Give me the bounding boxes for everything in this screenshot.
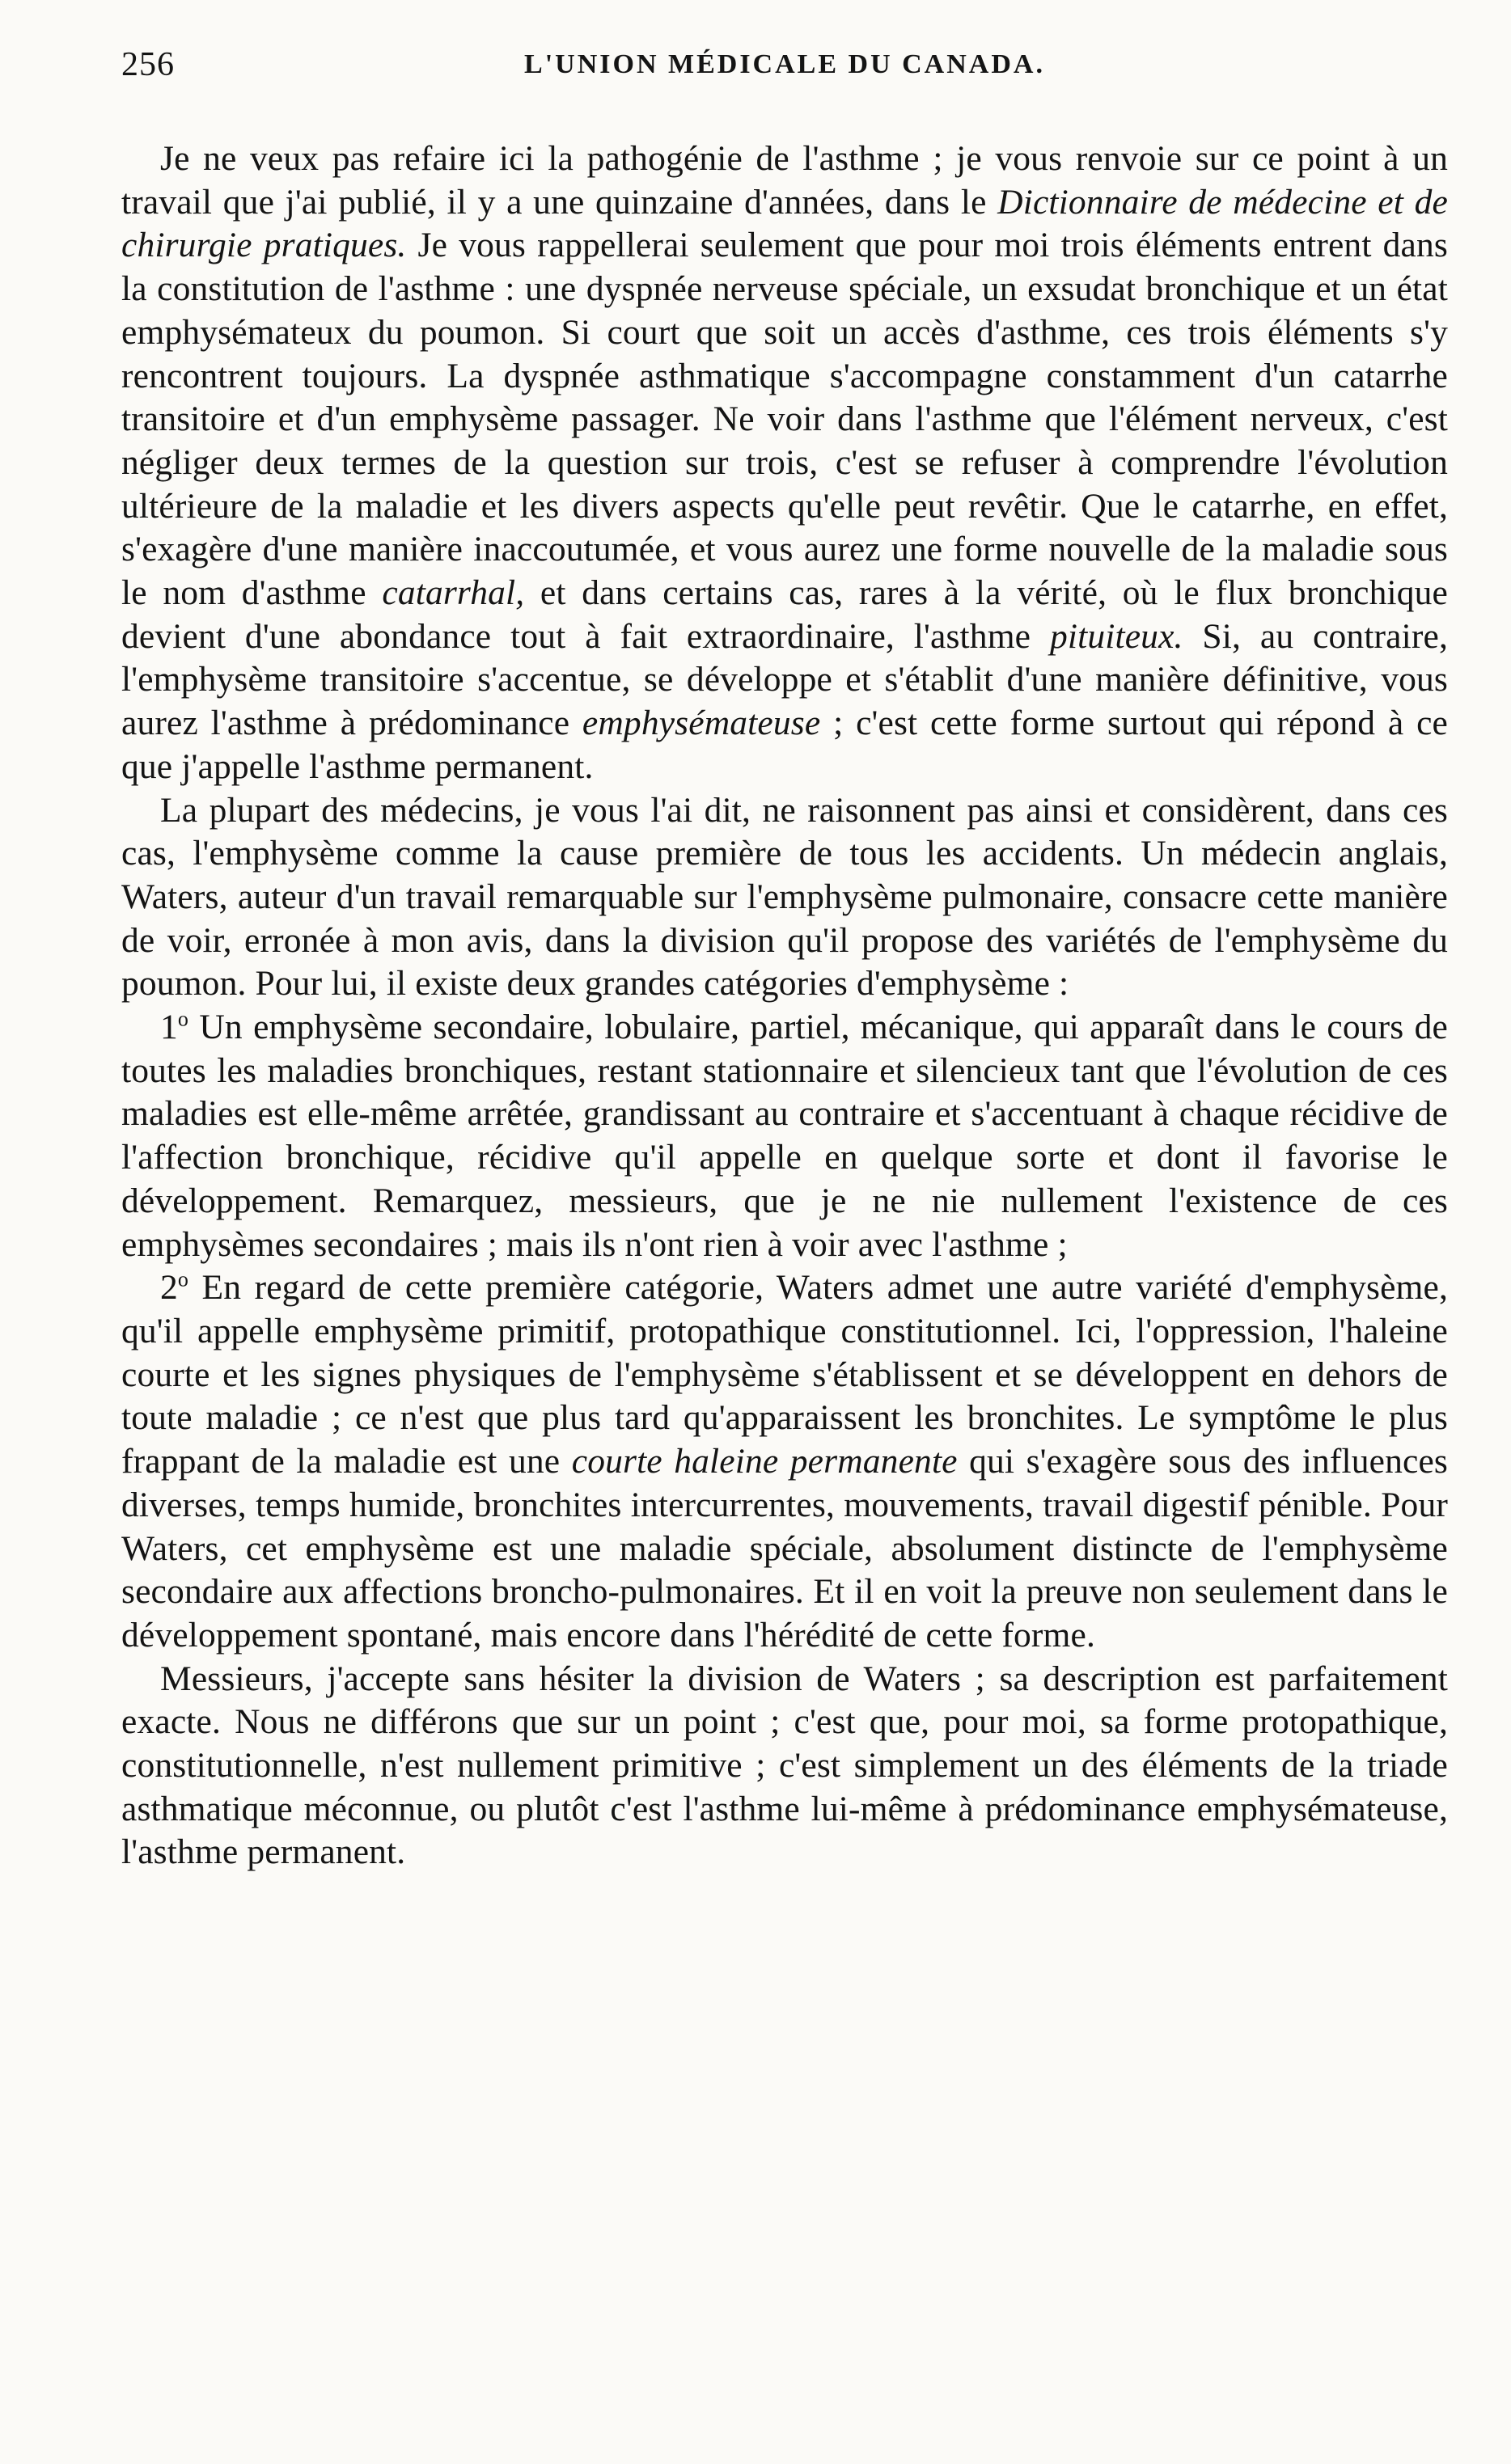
text-run: 2 xyxy=(160,1268,178,1308)
page-header xyxy=(121,40,1448,89)
italic-text: catarrhal, xyxy=(382,573,525,613)
paragraph xyxy=(121,789,1448,1007)
text-run: La plupart des médecins, je vous l'ai dit, ne raisonnent pas ainsi et considèrent, dans ces cas, l'emphysème comme la cause première de tous les accidents. Un médecin anglais, Waters, auteur d'un travail remarquable sur l'emphysème pulmonaire, consacre cette manière de voir, erronée à mon avis, dans la division qu'il propose des variétés de l'emphysème du poumon. Pour lui, il existe deux grandes catégories d'emphysème : xyxy=(121,790,1448,1004)
italic-text: courte haleine permanente xyxy=(571,1442,958,1481)
text-run: Messieurs, j'accepte sans hésiter la division de Waters ; sa description est parfaitement exacte. Nous ne différons que sur un point ; c'est que, pour moi, sa forme protopathique, constitutionnelle, n'est nullement primitive ; c'est simplement un des éléments de la triade asthmatique méconnue, ou plutôt c'est l'asthme lui-même à prédominance emphysémateuse, l'asthme permanent. xyxy=(121,1659,1448,1872)
text-run: qui s'exagère sous des influences diverses, temps humide, bronchites intercurrentes, mouvements, travail digestif pénible. Pour Waters, cet emphysème est une maladie spéciale, absolument distincte de l'emphysème secondaire aux affections broncho-pulmonaires. Et il en voit la preuve non seulement dans le développement spontané, mais encore dans l'hérédité de cette forme. xyxy=(121,1442,1448,1655)
page-number: 256 xyxy=(121,46,175,83)
text-run: Si, au contraire, l'emphysème transitoire s'accentue, se développe et s'établit d'une manière définitive, vous aurez l'asthme à prédominance xyxy=(121,616,1448,743)
italic-text: Dictionnaire de médecine et de chirurgie pratiques. xyxy=(121,182,1448,265)
body-text xyxy=(121,137,1448,1874)
paragraph xyxy=(121,137,1448,789)
paragraph xyxy=(121,1006,1448,1266)
ordinal-superscript: o xyxy=(177,1267,189,1291)
book-page xyxy=(121,40,1448,1874)
running-title: L'UNION MÉDICALE DU CANADA. xyxy=(524,49,1045,79)
text-run: Je vous rappellerai seulement que pour moi trois éléments entrent dans la constitution de l'asthme : une dyspnée nerveuse spéciale, un exsudat bronchique et un état emphysémateux du poumon. Si court que soit un accès d'asthme, ces trois éléments s'y rencontrent toujours. La dyspnée asthmatique s'accompagne constamment d'un catarrhe transitoire et d'un emphysème passager. Ne voir dans l'asthme que l'élément nerveux, c'est négliger deux termes de la question sur trois, c'est se refuser à comprendre l'évolution ultérieure de la maladie et les divers aspects qu'elle peut revêtir. Que le catarrhe, en effet, s'exagère d'une manière inaccoutumée, et vous aurez une forme nouvelle de la maladie sous le nom d'asthme xyxy=(121,226,1448,613)
text-run: Je ne veux pas refaire ici la pathogénie de l'asthme ; je vous renvoie sur ce point à un travail que j'ai publié, il y a une quinzaine d'années, dans le xyxy=(121,139,1448,222)
italic-text: emphysémateuse xyxy=(582,704,821,743)
italic-text: pituiteux. xyxy=(1049,616,1183,656)
text-run: ; c'est cette forme surtout qui répond à ce que j'appelle l'asthme permanent. xyxy=(121,704,1448,786)
text-run: En regard de cette première catégorie, Waters admet une autre variété d'emphysème, qu'il appelle emphysème primitif, protopathique constitutionnel. Ici, l'oppression, l'haleine courte et les signes physiques de l'emphysème s'établissent et se développent en dehors de toute maladie ; ce n'est que plus tard qu'apparaissent les bronchites. Le symptôme le plus frappant de la maladie est une xyxy=(121,1268,1448,1481)
text-run: Un emphysème secondaire, lobulaire, partiel, mécanique, qui apparaît dans le cours de toutes les maladies bronchiques, restant stationnaire et silencieux tant que l'évolution de ces maladies est elle-même arrêtée, grandissant au contraire et s'accentuant à chaque récidive de l'affection bronchique, récidive qu'il appelle en quelque sorte et dont il favorise le développement. Remarquez, messieurs, que je ne nie nullement l'existence de ces emphysèmes secondaires ; mais ils n'ont rien à voir avec l'asthme ; xyxy=(121,1008,1448,1264)
ordinal-superscript: o xyxy=(177,1007,189,1031)
paragraph xyxy=(121,1658,1448,1875)
text-run: et dans certains cas, rares à la vérité, où le flux bronchique devient d'une abondance tout à fait extraordinaire, l'asthme xyxy=(121,573,1448,656)
text-run: 1 xyxy=(160,1008,178,1047)
paragraph xyxy=(121,1266,1448,1657)
